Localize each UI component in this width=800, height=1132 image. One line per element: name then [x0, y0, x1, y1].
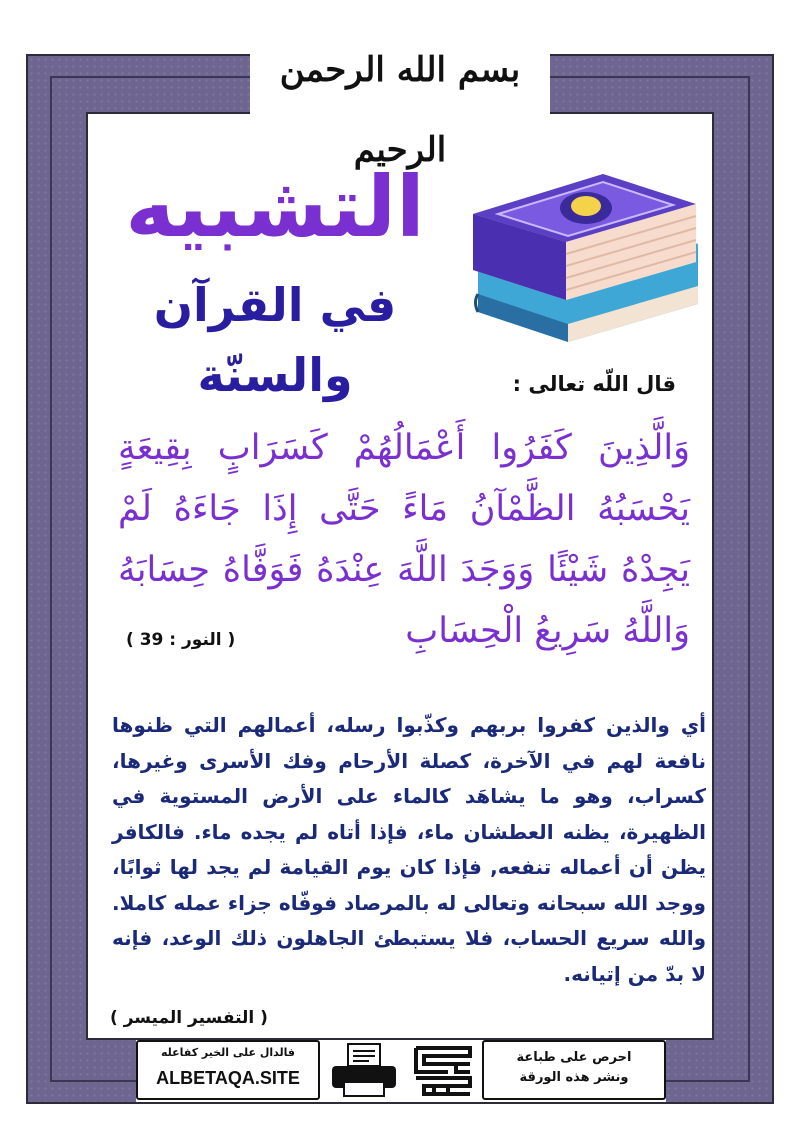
footer-proverb: فالدال على الخير كفاعله — [160, 1046, 296, 1059]
page-subtitle: في القرآن والسنّة — [153, 278, 397, 402]
tafsir-text: أي والذين كفروا بربهم وكذّبوا رسله، أعمالهم التي ظنوها نافعة لهم في الآخرة، كصلة الأرحام وفك الأسرى وغيرها، كسراب، وهو ما يشاهَد كالماء على الأرض المستوية في الظهيرة، يظنه العطشان ماء، فإذا أتاه لم يجده ماء. فالكافر يظن أن أعماله تنفعه, فإذا كان يوم القيامة لم يجد لها ثوابًا، ووجد الله سبحانه وتعالى له بالمرصاد فوفّاه جزاء عمله كاملا. والله سريع الحساب، فلا يستبطئ الجاهلون ذلك الوعد، فإنه لا بدّ من إتيانه. — [112, 713, 706, 986]
quran-verse: وَالَّذِينَ كَفَرُوا أَعْمَالُهُمْ كَسَرَابٍ بِقِيعَةٍ يَحْسَبُهُ الظَّمْآنُ مَاءً حَتَّى إِذَا جَاءَهُ لَمْ يَجِدْهُ شَيْئًا وَوَجَدَ اللَّهَ عِنْدَهُ فَوَفَّاهُ حِسَابَهُ وَاللَّهُ سَرِيعُ الْحِسَابِ — [118, 428, 690, 651]
footer-print-line2: ونشر هذه الورقة — [519, 1070, 629, 1085]
verse-intro: قال اللّه تعالى : — [512, 372, 676, 396]
footer-print-line1: احرص على طباعة — [516, 1050, 632, 1065]
page-title: التشبيه — [125, 158, 425, 256]
bismillah-calligraphy: بسم الله الرحمن الرحيم — [279, 50, 521, 170]
printer-icon — [326, 1042, 402, 1100]
footer-site-link[interactable]: ALBETAQA.SITE — [156, 1068, 300, 1088]
books-icon — [458, 134, 708, 344]
kufic-logo-icon — [408, 1042, 478, 1100]
verse-reference: ( النور : 39 ) — [126, 630, 236, 650]
footer — [136, 1040, 666, 1102]
footer-print-note — [486, 1048, 662, 1088]
tafsir-source: ( التفسير الميسر ) — [110, 1008, 268, 1028]
